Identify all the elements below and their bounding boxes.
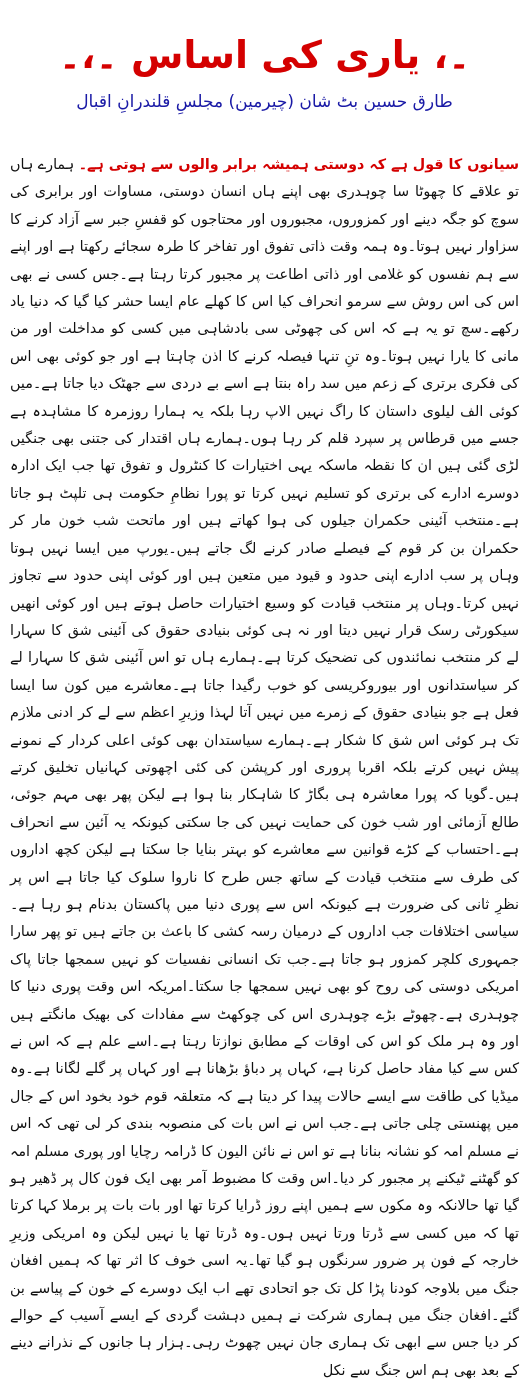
article-lead: سیانوں کا قول ہے کہ دوستی ہمیشہ برابر والوں سے ہوتی ہے۔: [78, 157, 520, 173]
article-body-text: ہمارے ہاں تو علاقے کا چھوٹا سا چوہدری بھی اپنے ہاں انسان دوستی، مساوات اور برابری کی سوچ کو جگہ دینے اور کمزوروں، مجبوروں اور محتاجوں کو قفسِ جبر سے آزاد کرنے کا سزاوار نہیں ہوتا۔وہ ہمہ وقت ذاتی تفوق اور تفاخر کا طرہ سجائے رکھتا ہے اور اپنے سے ہم نفسوں کو غلامی اور ذاتی اطاعت پر مجبور کرتا رہتا ہے۔جس کسی نے بھی اس کی اس روش سے سرمو انحراف کیا اس کا کھلے عام ایسا حشر کیا گیا کہ دنیا یاد رکھے۔سچ تو یہ ہے کہ اس کی چھوٹی سی بادشاہی میں کسی کو مداخلت اور من مانی کا یارا نہیں ہوتا۔وہ تنِ تنہا فیصلہ کرنے کا اذن چاہتا ہے اور جو کوئی بھی اس کی فکری برتری کے زعم میں سد راہ بنتا ہے اسے بے دردی سے جھٹک دیا جاتا ہے۔میں کوئی الف لیلوی داستان کا راگ نہیں الاپ رہا بلکہ یہ ہمارا روزمرہ کا مشاہدہ ہے جسے میں قرطاس پر سپرد قلم کر رہا ہوں۔ہمارے ہاں اقتدار کی جتنی بھی جنگیں لڑی گئی ہیں ان کا نقطہ ماسکہ یہی اختیارات کا کنٹرول و تفوق تھا جب ایک ادارہ دوسرے ادارے کی برتری کو تسلیم نہیں کرتا تو پورا نظامِ حکومت ہی تلپٹ ہو جاتا ہے۔منتخب آئینی حکمران جیلوں کی ہوا کھاتے ہیں اور ماتحت شب خون مار کر حکمران بن کر قوم کے فیصلے صادر کرنے لگ جاتے ہیں۔یورپ میں ایسا نہیں ہوتا وہاں پر سب ادارے اپنی حدود و قیود میں متعین ہیں اور کوئی اپنی حدود سے تجاوز نہیں کرتا۔وہاں پر منتخب قیادت کو وسیع اختیارات حاصل ہوتے ہیں اور کوئی انھیں سیکورٹی رسک قرار نہیں دیتا اور نہ ہی کوئی بنیادی حقوق کی آئینی شق کا سہارا لے کر منتخب نمائندوں کی تضحیک کرتا ہے۔ہمارے ہاں تو اس آئینی شق کا سہارا لے کر سیاستدانوں اور بیوروکریسی کو خوب رگیدا جاتا ہے۔معاشرے میں کون سا ایسا فعل ہے جو بنیادی حقوق کے زمرے میں نہیں آتا لہذا وزیرِ اعظم سے لے کر ادنی ملازم تک ہر کوئی اس شق کا شکار ہے۔ہمارے سیاستدان بھی کوئی اعلی کردار کے نمونے پیش نہیں کرتے بلکہ اقربا پروری اور کرپشن کی کئی اچھوتی کہانیاں تخلیق کرتے ہیں۔گویا کہ پورا معاشرہ ہی بگاڑ کا شاہکار بنا ہوا ہے لیکن پھر بھی مہم جوئی، طالع آزمائی اور شب خون کی حمایت نہیں کی جا سکتی کیونکہ یہ آئین سے انحراف ہے۔احتساب کے کڑے قوانین سے معاشرے کو بہتر بنایا جا سکتا ہے لیکن کچھ اداروں کی طرف سے منتخب قیادت کے ساتھ جس طرح کا ناروا سلوک کیا جاتا ہے اس پر نظرِ ثانی کی ضرورت ہے کیونکہ اس سے پوری دنیا میں پاکستان بدنام ہو رہا ہے۔سیاسی اختلافات جب اداروں کے درمیان رسہ کشی کا باعث بن جاتے ہیں تو پھر سارا جمہوری کلچر کمزور ہو جاتا ہے۔جب تک انسانی نفسیات کو نہیں سمجھا جاتا پاک امریکی دوستی کی روح کو بھی نہیں سمجھا جا سکتا۔امریکہ اس وقت پوری دنیا کا چوہدری ہے۔چھوٹے بڑے چوہدری اس کی چوکھٹ سے مفادات کی بھیک مانگتے ہیں اور وہ ہر ملک کو اس کی اوقات کے مطابق نوازتا رہتا ہے۔اسے علم ہے کہ اس نے کس سے کیا مفاد حاصل کرنا ہے، کہاں پر دباؤ بڑھانا ہے اور کہاں پر گلے لگانا ہے۔وہ میڈیا کی طاقت سے ایسے حالات پیدا کر دیتا ہے کہ متعلقہ قوم خود بخود اس کے جال میں پھنستی چلی جاتی ہے۔جب اس نے اس بات کی منصوبہ بندی کر لی تھی کہ اس نے مسلم امہ کو نشانہ بنانا ہے تو اس نے نائن الیون کا ڈرامہ رچایا اور پوری مسلم امہ کو گھٹنے ٹیکنے پر مجبور کر دیا۔اس وقت کا مضبوط آمر بھی ایک فون کال پر ڈھیر ہو گیا تھا حالانکہ وہ مکوں سے ہمیں اپنے روز ڈرایا کرتا تھا اور بات بات پر برملا کہا کرتا تھا کہ میں کسی سے ڈرتا ورتا نہیں ہوں۔وہ ڈرتا تھا یا نہیں لیکن وہ امریکی وزیرِ خارجہ کے فون پر ضرور سرنگوں ہو گیا تھا۔یہ اسی خوف کا اثر تھا کہ ہمیں افغان جنگ میں بلاوجہ کودنا پڑا کل تک جو اتحادی تھے اب ایک دوسرے کے خون کے پیاسے بن گئے۔افغان جنگ میں ہماری شرکت نے ہمیں دہشت گردی کے ایسے آسیب کے حوالے کر دیا جس سے ابھی تک ہماری جان نہیں چھوٹ رہی۔ہزار ہا جانوں کے نذرانے دینے کے بعد بھی ہم اس جنگ سے نکل: [10, 157, 519, 1379]
article-title: ۔، یاری کی اساس ۔،۔: [58, 33, 471, 77]
article-byline: طارق حسین بٹ شان (چیرمین) مجلسِ قلندرانِ اقبال: [76, 92, 453, 112]
article-body: [10, 152, 520, 1379]
